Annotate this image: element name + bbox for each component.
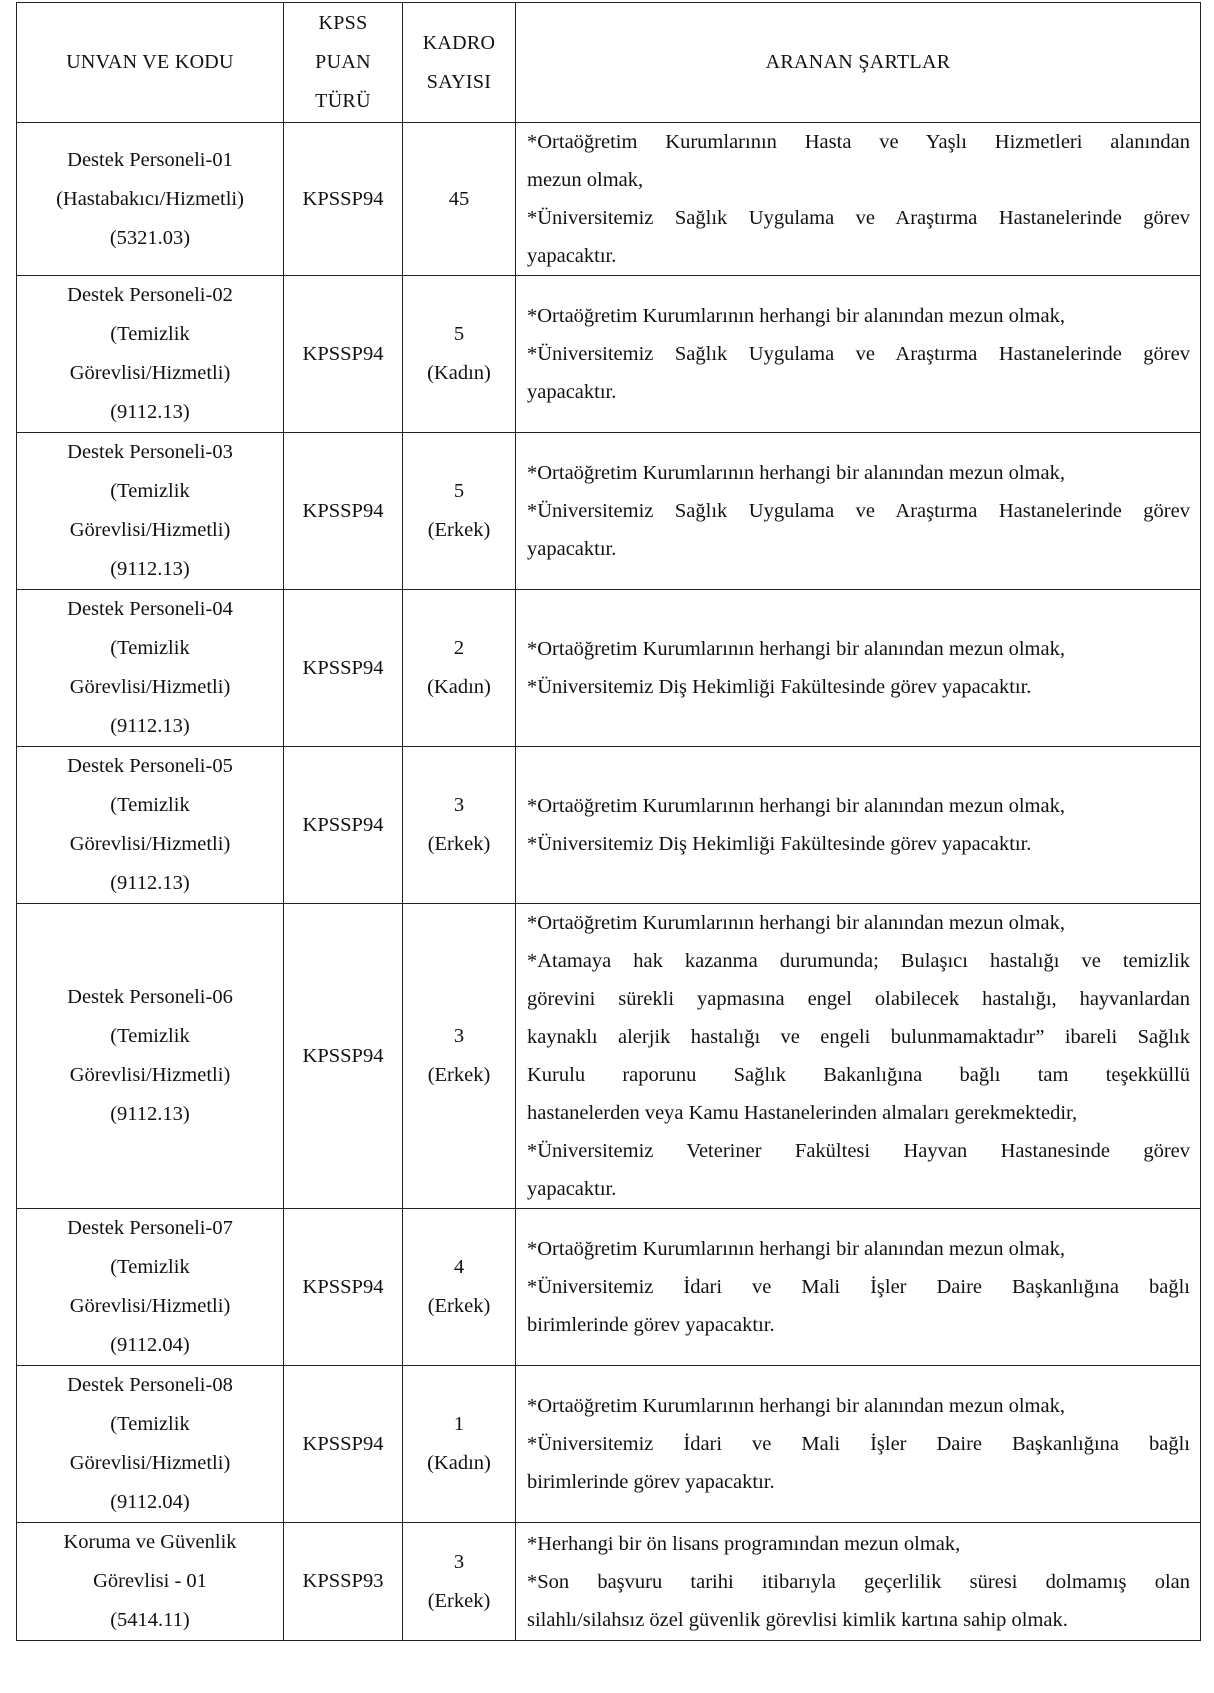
requirement-line: *Ortaöğretim Kurumlarının herhangi bir alanından mezun olmak, <box>527 1395 1065 1417</box>
position-count-line: (Erkek) <box>427 519 491 541</box>
cell-position-count <box>403 1209 516 1366</box>
requirement-line: hastanelerden veya Kamu Hastanelerinden almaları gerekmektedir, <box>527 1102 1078 1124</box>
cell-requirements <box>516 904 1201 1209</box>
header-title-code-label: UNVAN VE KODU <box>66 51 234 73</box>
position-count-line: 4 <box>453 1256 465 1278</box>
cell-requirements <box>516 123 1201 276</box>
cell-title-code <box>17 1523 284 1641</box>
table-row <box>17 276 1201 433</box>
requirement-line: *Üniversitemiz Sağlık Uygulama ve Araştırma Hastanelerinde görev <box>527 500 1190 522</box>
cell-requirements <box>516 1366 1201 1523</box>
position-count-line: (Kadın) <box>427 676 491 698</box>
position-count-line: (Erkek) <box>427 1064 491 1086</box>
cell-title-code <box>17 123 284 276</box>
header-kpss-line: PUAN <box>315 51 371 73</box>
cell-requirements <box>516 276 1201 433</box>
requirement-line: *Son başvuru tarihi itibarıyla geçerlilik süresi dolmamış olan <box>527 1570 1190 1593</box>
title-line: (9112.13) <box>110 558 190 580</box>
position-count-line: 5 <box>453 480 465 502</box>
title-line: Destek Personeli-07 <box>67 1217 233 1239</box>
title-line: (9112.13) <box>110 1103 190 1125</box>
requirement-line: *Atamaya hak kazanma durumunda; Bulaşıcı hastalığı ve temizlik <box>527 950 1190 972</box>
cell-score-type <box>284 1209 403 1366</box>
header-kadro <box>403 3 516 123</box>
cell-position-count <box>403 1366 516 1523</box>
position-count-line: 45 <box>448 187 470 210</box>
cell-title-code <box>17 904 284 1209</box>
title-line: Destek Personeli-03 <box>67 441 233 463</box>
cell-requirements <box>516 433 1201 590</box>
table-row <box>17 123 1201 276</box>
title-line: (Temizlik <box>110 1025 190 1047</box>
title-line: (Temizlik <box>110 637 190 659</box>
title-line: (Temizlik <box>110 480 190 502</box>
cell-position-count <box>403 747 516 904</box>
title-line: (Temizlik <box>110 1413 190 1435</box>
score-type-value: KPSSP94 <box>302 187 384 210</box>
cell-score-type <box>284 904 403 1209</box>
cell-position-count <box>403 433 516 590</box>
requirement-line: *Ortaöğretim Kurumlarının herhangi bir alanından mezun olmak, <box>527 795 1065 817</box>
position-count-line: 3 <box>453 794 465 816</box>
title-line: (5321.03) <box>109 226 191 249</box>
header-kpss-line: TÜRÜ <box>315 90 371 112</box>
title-line: (9112.04) <box>110 1491 190 1513</box>
position-count-line: 3 <box>453 1025 465 1047</box>
title-line: Destek Personeli-08 <box>67 1374 233 1396</box>
cell-title-code <box>17 1209 284 1366</box>
position-count-line: (Erkek) <box>427 1589 491 1612</box>
requirement-line: *Üniversitemiz Sağlık Uygulama ve Araştırma Hastanelerinde görev <box>527 343 1190 365</box>
requirement-line: görevini sürekli yapmasına engel olabilecek hastalığı, hayvanlardan <box>527 988 1190 1010</box>
title-line: (9112.04) <box>110 1334 190 1356</box>
score-type-value: KPSSP94 <box>302 1432 384 1455</box>
title-line: Görevlisi/Hizmetli) <box>69 362 231 384</box>
cell-title-code <box>17 276 284 433</box>
requirement-line: *Ortaöğretim Kurumlarının herhangi bir alanından mezun olmak, <box>527 912 1065 934</box>
cell-score-type <box>284 433 403 590</box>
requirement-line: birimlerinde görev yapacaktır. <box>527 1471 775 1493</box>
table-row <box>17 1366 1201 1523</box>
score-type-value: KPSSP94 <box>302 1275 384 1298</box>
cell-score-type <box>284 1366 403 1523</box>
title-line: Destek Personeli-06 <box>67 986 233 1008</box>
requirement-line: yapacaktır. <box>527 381 617 403</box>
cell-score-type <box>284 747 403 904</box>
title-line: Destek Personeli-05 <box>67 755 233 777</box>
requirement-line: silahlı/silahsız özel güvenlik görevlisi kimlik kartına sahip olmak. <box>527 1608 1068 1631</box>
score-type-value: KPSSP94 <box>302 1044 384 1067</box>
cell-position-count <box>403 1523 516 1641</box>
requirement-line: *Ortaöğretim Kurumlarının herhangi bir alanından mezun olmak, <box>527 1238 1065 1260</box>
requirement-line: *Üniversitemiz İdari ve Mali İşler Daire Başkanlığına bağlı <box>527 1276 1190 1298</box>
requirement-line: *Ortaöğretim Kurumlarının herhangi bir alanından mezun olmak, <box>527 638 1065 660</box>
cell-score-type <box>284 123 403 276</box>
requirement-line: *Üniversitemiz Diş Hekimliği Fakültesinde görev yapacaktır. <box>527 676 1032 698</box>
title-line: (5414.11) <box>110 1609 190 1631</box>
title-line: Destek Personeli-01 <box>67 148 233 171</box>
title-line: Görevlisi/Hizmetli) <box>69 833 231 855</box>
title-line: Görevlisi/Hizmetli) <box>69 1295 231 1317</box>
title-line: (9112.13) <box>110 872 190 894</box>
title-line: (Temizlik <box>110 323 190 345</box>
title-line: Görevlisi/Hizmetli) <box>69 676 231 698</box>
cell-position-count <box>403 123 516 276</box>
score-type-value: KPSSP94 <box>302 342 384 365</box>
header-kpss-line: KPSS <box>318 12 368 34</box>
position-count-line: 5 <box>453 323 465 345</box>
cell-title-code <box>17 1366 284 1523</box>
positions-table <box>16 2 1201 1641</box>
requirement-line: kaynaklı alerjik hastalığı ve engeli bulunmamaktadır” ibareli Sağlık <box>527 1026 1190 1048</box>
cell-position-count <box>403 276 516 433</box>
title-line: Görevlisi/Hizmetli) <box>69 519 231 541</box>
title-line: (9112.13) <box>110 715 190 737</box>
table-row <box>17 1523 1201 1641</box>
title-line: Görevlisi/Hizmetli) <box>69 1064 231 1086</box>
position-count-line: (Kadın) <box>427 362 491 384</box>
title-line: Görevlisi/Hizmetli) <box>69 1452 231 1474</box>
cell-score-type <box>284 590 403 747</box>
table-row <box>17 1209 1201 1366</box>
table-row <box>17 433 1201 590</box>
requirement-line: *Ortaöğretim Kurumlarının Hasta ve Yaşlı Hizmetleri alanından <box>527 131 1190 153</box>
title-line: Görevlisi - 01 <box>93 1570 207 1592</box>
header-row <box>17 3 1201 123</box>
requirement-line: *Üniversitemiz Diş Hekimliği Fakültesinde görev yapacaktır. <box>527 833 1032 855</box>
requirement-line: yapacaktır. <box>527 538 617 560</box>
requirement-line: Kurulu raporunu Sağlık Bakanlığına bağlı tam teşekküllü <box>527 1064 1190 1086</box>
title-line: Destek Personeli-04 <box>67 598 233 620</box>
title-line: (Temizlik <box>110 1256 190 1278</box>
cell-requirements <box>516 1209 1201 1366</box>
requirement-line: yapacaktır. <box>527 1178 617 1200</box>
requirement-line: *Üniversitemiz Veteriner Fakültesi Hayvan Hastanesinde görev <box>527 1140 1190 1162</box>
header-requirements <box>516 3 1201 123</box>
position-count-line: 1 <box>453 1413 465 1435</box>
score-type-value: KPSSP94 <box>302 499 384 522</box>
title-line: Koruma ve Güvenlik <box>63 1531 237 1553</box>
document-page <box>16 2 1201 1641</box>
cell-requirements <box>516 747 1201 904</box>
header-title-code <box>17 3 284 123</box>
requirement-line: birimlerinde görev yapacaktır. <box>527 1314 775 1336</box>
cell-score-type <box>284 1523 403 1641</box>
requirement-line: *Üniversitemiz Sağlık Uygulama ve Araştırma Hastanelerinde görev <box>527 207 1190 229</box>
title-line: Destek Personeli-02 <box>67 284 233 306</box>
cell-score-type <box>284 276 403 433</box>
header-kadro-line: SAYISI <box>426 70 492 93</box>
position-count-line: 3 <box>453 1550 465 1573</box>
header-requirements-label: ARANAN ŞARTLAR <box>765 51 951 73</box>
requirement-line: mezun olmak, <box>527 169 644 191</box>
requirement-line: *Üniversitemiz İdari ve Mali İşler Daire Başkanlığına bağlı <box>527 1433 1190 1455</box>
title-line: (9112.13) <box>110 401 190 423</box>
requirement-line: *Ortaöğretim Kurumlarının herhangi bir alanından mezun olmak, <box>527 305 1065 327</box>
cell-requirements <box>516 590 1201 747</box>
title-line: (Hastabakıcı/Hizmetli) <box>56 187 244 210</box>
position-count-line: 2 <box>453 637 465 659</box>
cell-title-code <box>17 747 284 904</box>
cell-position-count <box>403 904 516 1209</box>
table-row <box>17 590 1201 747</box>
score-type-value: KPSSP94 <box>302 656 384 679</box>
table-body <box>17 123 1201 1641</box>
header-kadro-line: KADRO <box>422 31 496 54</box>
title-line: (Temizlik <box>110 794 190 816</box>
requirement-line: *Herhangi bir ön lisans programından mezun olmak, <box>527 1532 961 1555</box>
table-row <box>17 904 1201 1209</box>
cell-position-count <box>403 590 516 747</box>
cell-title-code <box>17 590 284 747</box>
cell-title-code <box>17 433 284 590</box>
score-type-value: KPSSP93 <box>302 1570 384 1592</box>
cell-requirements <box>516 1523 1201 1641</box>
position-count-line: (Erkek) <box>427 1295 491 1317</box>
requirement-line: yapacaktır. <box>527 245 617 267</box>
position-count-line: (Kadın) <box>427 1452 491 1474</box>
position-count-line: (Erkek) <box>427 833 491 855</box>
score-type-value: KPSSP94 <box>302 813 384 836</box>
requirement-line: *Ortaöğretim Kurumlarının herhangi bir alanından mezun olmak, <box>527 462 1065 484</box>
header-kpss <box>284 3 403 123</box>
table-row <box>17 747 1201 904</box>
